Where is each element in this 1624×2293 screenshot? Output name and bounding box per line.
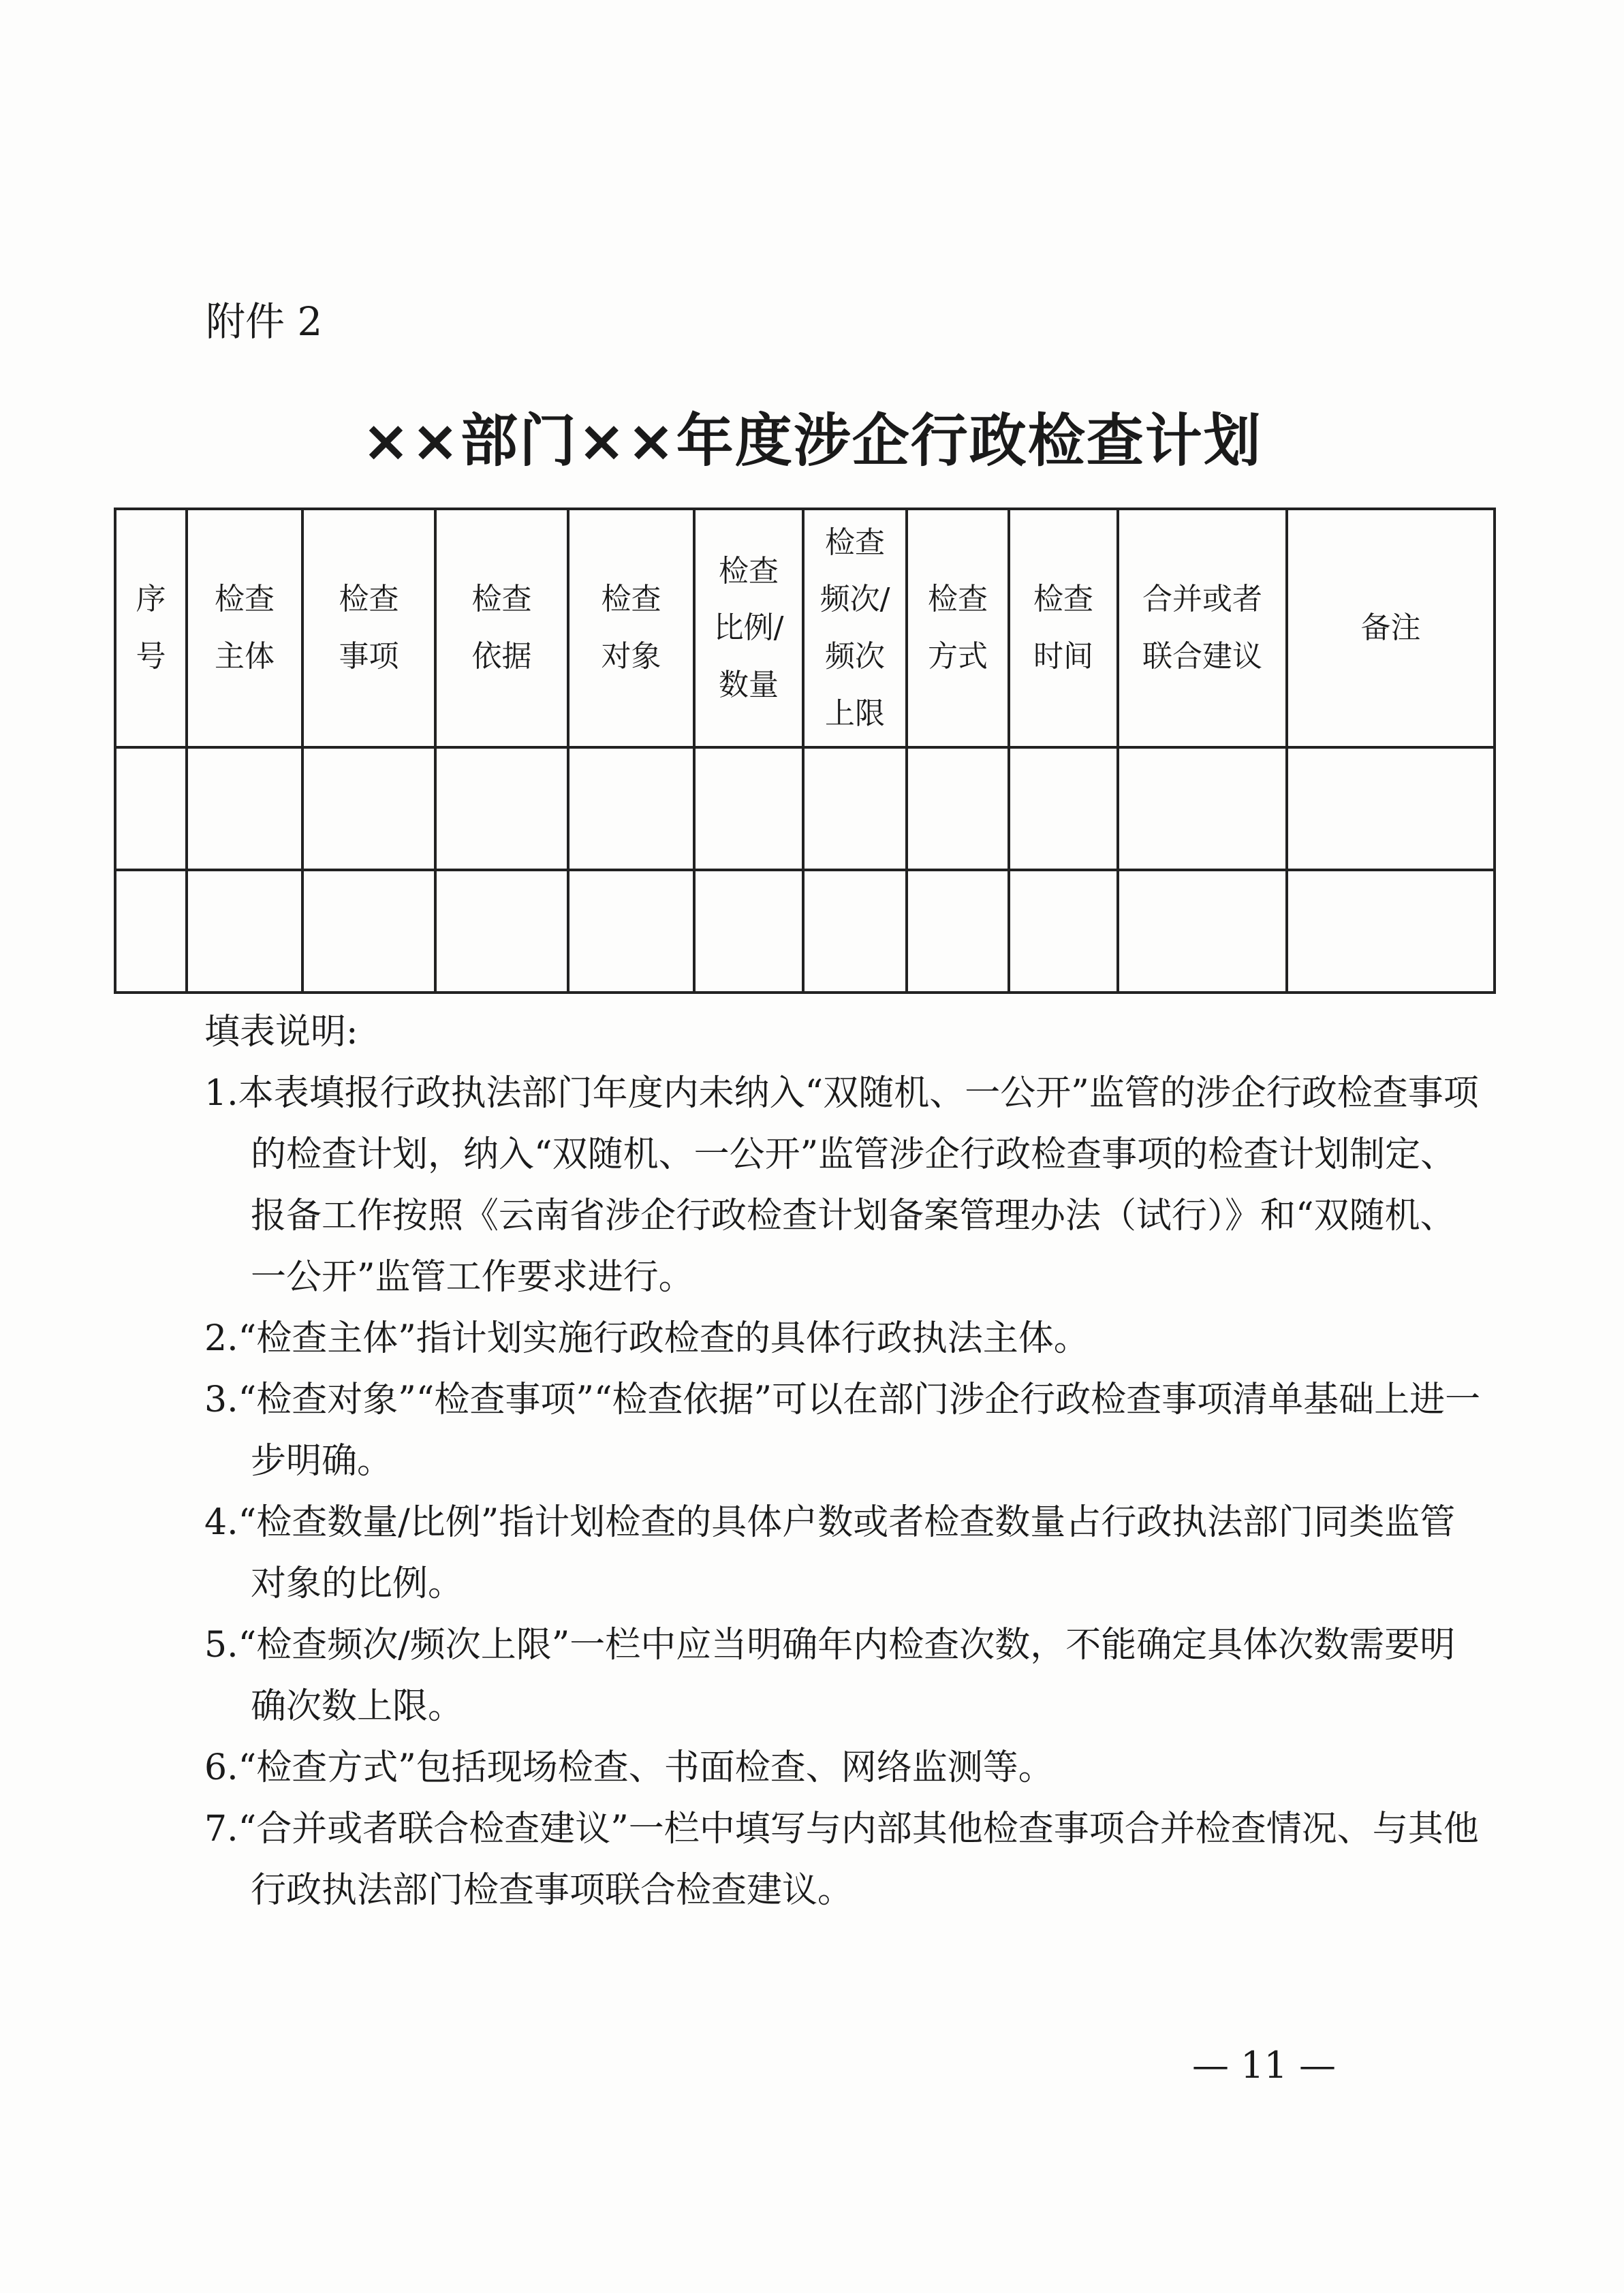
header-inspection-object: 检查 对象 [568, 509, 694, 747]
table-cell [694, 747, 803, 870]
table-header-row [115, 509, 1495, 747]
instruction-item-6: 6.“检查方式”包括现场检查、书面检查、网络监测等。 [204, 1747, 1054, 1788]
table-cell [1009, 870, 1118, 993]
page-number: — 11 — [1192, 2044, 1337, 2087]
instructions-heading: 填表说明: [204, 1012, 358, 1052]
table-cell [1287, 870, 1495, 993]
table-cell [115, 870, 187, 993]
filling-instructions [204, 1001, 1485, 1921]
table-cell [187, 870, 302, 993]
table-cell [907, 870, 1009, 993]
instruction-item-5: 5.“检查频次/频次上限”一栏中应当明确年内检查次数，不能确定具体次数需要明确次数上限。 [204, 1625, 1456, 1727]
header-inspection-method: 检查 方式 [907, 509, 1009, 747]
header-serial: 序 号 [115, 509, 187, 747]
table-cell [1118, 870, 1287, 993]
instruction-item-7: 7.“合并或者联合检查建议”一栏中填写与内部其他检查事项合并检查情况、与其他行政执法部门检查事项联合检查建议。 [204, 1809, 1479, 1911]
header-inspection-time: 检查 时间 [1009, 509, 1118, 747]
table-cell [187, 747, 302, 870]
header-remarks: 备注 [1287, 509, 1495, 747]
table-row [115, 870, 1495, 993]
table-cell [115, 747, 187, 870]
table-row [115, 747, 1495, 870]
instruction-item-4: 4.“检查数量/比例”指计划检查的具体户数或者检查数量占行政执法部门同类监管对象的比例。 [204, 1502, 1456, 1604]
attachment-label: 附件 2 [206, 298, 323, 345]
table-cell [1287, 747, 1495, 870]
table-cell [568, 870, 694, 993]
table-cell [435, 870, 568, 993]
document-title: ××部门××年度涉企行政检查计划 [362, 407, 1262, 474]
header-frequency-limit: 检查 频次/ 频次 上限 [803, 509, 907, 747]
table-cell [694, 870, 803, 993]
inspection-plan-table [114, 508, 1496, 994]
table-cell [435, 747, 568, 870]
header-merge-joint-suggestion: 合并或者 联合建议 [1118, 509, 1287, 747]
table-cell [1118, 747, 1287, 870]
instruction-item-1: 1.本表填报行政执法部门年度内未纳入“双随机、一公开”监管的涉企行政检查事项的检查计划，纳入“双随机、一公开”监管涉企行政检查事项的检查计划制定、报备工作按照《云南省涉企行政检查计划备案管理办法（试行）》和“双随机、一公开”监管工作要求进行。 [204, 1073, 1479, 1298]
header-ratio-quantity: 检查 比例/ 数量 [694, 509, 803, 747]
table-cell [568, 747, 694, 870]
table-cell [302, 747, 435, 870]
table-cell [803, 747, 907, 870]
instruction-item-3: 3.“检查对象”“检查事项”“检查依据”可以在部门涉企行政检查事项清单基础上进一步明确。 [204, 1379, 1481, 1482]
table-cell [907, 747, 1009, 870]
table-cell [302, 870, 435, 993]
header-inspection-subject: 检查 主体 [187, 509, 302, 747]
header-inspection-basis: 检查 依据 [435, 509, 568, 747]
header-inspection-item: 检查 事项 [302, 509, 435, 747]
table-cell [803, 870, 907, 993]
table-cell [1009, 747, 1118, 870]
instruction-item-2: 2.“检查主体”指计划实施行政检查的具体行政执法主体。 [204, 1318, 1089, 1359]
